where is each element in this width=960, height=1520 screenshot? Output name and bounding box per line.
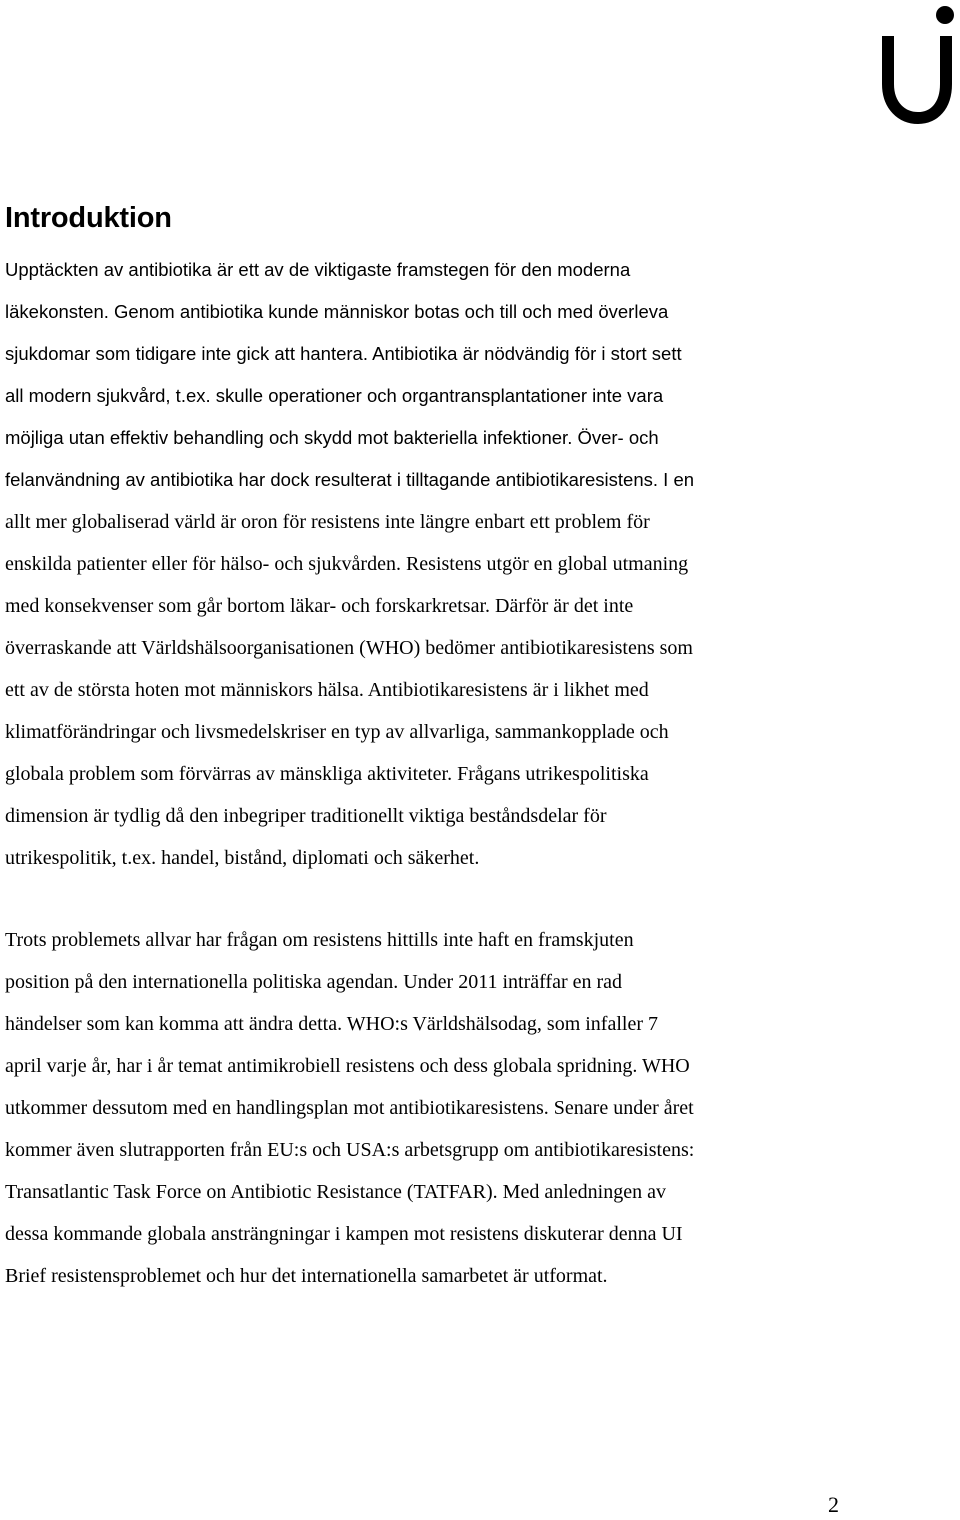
text-line: felanvändning av antibiotika har dock resulterat i tilltagande antibiotikaresistens. I en bbox=[5, 469, 695, 490]
text-line: april varje år, har i år temat antimikrobiell resistens och dess globala spridning. WHO bbox=[5, 1055, 690, 1077]
section-heading: Introduktion bbox=[5, 202, 172, 234]
text-line: utkommer dessutom med en handlingsplan mot antibiotikaresistens. Senare under året bbox=[5, 1097, 694, 1119]
text-line: dimension är tydlig då den inbegriper traditionellt viktiga beståndsdelar för bbox=[5, 805, 607, 827]
text-line: enskilda patienter eller för hälso- och sjukvården. Resistens utgör en global utmaning bbox=[5, 553, 689, 575]
text-line: sjukdomar som tidigare inte gick att hantera. Antibiotika är nödvändig för i stort sett bbox=[5, 343, 682, 364]
text-line: ett av de största hoten mot människors hälsa. Antibiotikaresistens är i likhet med bbox=[5, 679, 649, 701]
text-line: händelser som kan komma att ändra detta. WHO:s Världshälsodag, som infaller 7 bbox=[5, 1013, 658, 1035]
text-line: all modern sjukvård, t.ex. skulle operationer och organtransplantationer inte vara bbox=[5, 385, 664, 406]
text-line: läkekonsten. Genom antibiotika kunde människor botas och till och med överleva bbox=[5, 301, 669, 322]
body-paragraph-1 bbox=[5, 249, 855, 879]
text-line: allt mer globaliserad värld är oron för resistens inte längre enbart ett problem för bbox=[5, 511, 650, 533]
text-line: Transatlantic Task Force on Antibiotic Resistance (TATFAR). Med anledningen av bbox=[5, 1181, 666, 1203]
ui-logo-icon bbox=[880, 2, 960, 126]
text-line: klimatförändringar och livsmedelskriser en typ av allvarliga, sammankopplade och bbox=[5, 721, 669, 743]
text-line: position på den internationella politiska agendan. Under 2011 inträffar en rad bbox=[5, 971, 623, 993]
text-line: kommer även slutrapporten från EU:s och USA:s arbetsgrupp om antibiotikaresistens: bbox=[5, 1139, 695, 1161]
text-line: utrikespolitik, t.ex. handel, bistånd, diplomati och säkerhet. bbox=[5, 847, 480, 869]
text-line: Trots problemets allvar har frågan om resistens hittills inte haft en framskjuten bbox=[5, 929, 634, 951]
text-line: möjliga utan effektiv behandling och skydd mot bakteriella infektioner. Över- och bbox=[5, 427, 659, 448]
text-line: globala problem som förvärras av mänskliga aktiviteter. Frågans utrikespolitiska bbox=[5, 763, 649, 785]
text-line: med konsekvenser som går bortom läkar- och forskarkretsar. Därför är det inte bbox=[5, 595, 634, 617]
body-paragraph-2 bbox=[5, 919, 855, 1297]
text-line: Brief resistensproblemet och hur det internationella samarbetet är utformat. bbox=[5, 1265, 608, 1287]
text-line: dessa kommande globala ansträngningar i kampen mot resistens diskuterar denna UI bbox=[5, 1223, 683, 1245]
text-line: överraskande att Världshälsoorganisationen (WHO) bedömer antibiotikaresistens som bbox=[5, 637, 693, 659]
page-number: 2 bbox=[828, 1492, 839, 1517]
text-line: Upptäckten av antibiotika är ett av de viktigaste framstegen för den moderna bbox=[5, 259, 631, 280]
